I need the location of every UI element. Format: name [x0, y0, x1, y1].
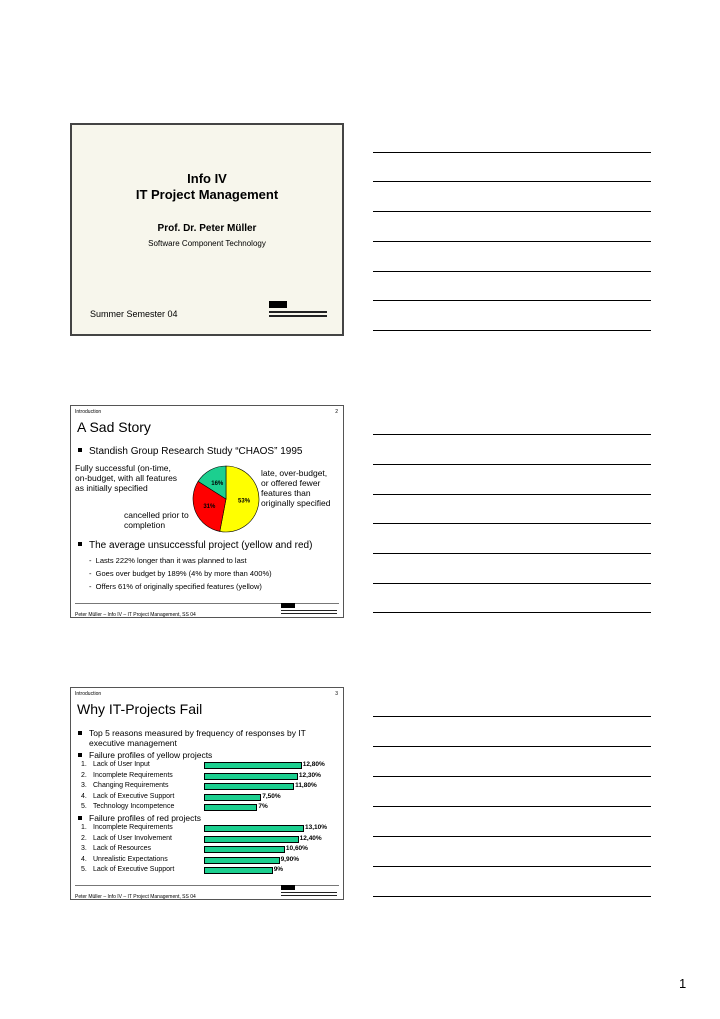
bullet	[78, 813, 201, 823]
bar-label: Changing Requirements	[93, 782, 169, 789]
notes-line	[373, 583, 651, 584]
bar-rank: 4.	[81, 855, 87, 863]
bar-value-label: 9,90%	[280, 855, 299, 863]
bar-rank: 3.	[81, 845, 87, 852]
bar-row	[71, 824, 345, 834]
bar-value-label: 13,10%	[305, 824, 328, 831]
bullet-text: The average unsuccessful project (yellow and red)	[89, 540, 313, 551]
bar-rank: 1.	[81, 761, 87, 768]
bar-row	[71, 782, 345, 792]
bar-value-label: 7%	[258, 803, 268, 810]
semester: Summer Semester 04	[90, 309, 178, 319]
notes-line	[373, 523, 651, 524]
bar	[204, 762, 302, 769]
sub-item: - Goes over budget by 189% (4% by more than 400%)	[89, 569, 272, 578]
bar	[204, 867, 273, 874]
pie-left-line: on-budget, with all features	[75, 473, 178, 483]
bar-rank: 5.	[81, 866, 87, 873]
bar	[204, 804, 257, 811]
bar-value-label: 12,30%	[298, 771, 321, 779]
bar-row	[71, 866, 345, 876]
slide-title-line-1: Info IV	[187, 171, 227, 186]
notes-line	[373, 434, 651, 435]
notes-line	[373, 896, 651, 897]
pie-right-line: or offered fewer	[261, 478, 321, 488]
notes-line	[373, 746, 651, 747]
bar-label: Lack of Executive Support	[93, 866, 175, 873]
notes-line	[373, 866, 651, 867]
section-label: Introduction	[75, 691, 102, 697]
bar-rank: 2.	[81, 771, 87, 779]
bar	[204, 857, 280, 864]
pie-bottom-line: cancelled prior to	[124, 510, 189, 520]
bar-rank: 3.	[81, 782, 87, 789]
bullet	[78, 540, 312, 551]
notes-line	[373, 553, 651, 554]
notes-line	[373, 300, 651, 301]
bar	[204, 783, 294, 790]
author: Prof. Dr. Peter Müller	[157, 223, 257, 234]
slide-number: 2	[335, 409, 338, 415]
slide-title-line-2: IT Project Management	[135, 187, 279, 202]
bar-row	[71, 761, 345, 771]
bar-row	[71, 793, 345, 803]
notes-line	[373, 716, 651, 717]
pie-bottom-text	[124, 510, 189, 530]
pie-right-line: originally specified	[261, 498, 331, 508]
bar-label: Technology Incompetence	[93, 803, 175, 810]
bullet-text: Standish Group Research Study “CHAOS” 1995	[89, 446, 303, 457]
sub-item: - Offers 61% of originally specified features (yellow)	[89, 582, 262, 591]
bar	[204, 825, 304, 832]
bar-rank: 1.	[81, 824, 87, 831]
pie-chart	[191, 464, 261, 534]
section-label: Introduction	[75, 409, 102, 415]
sub-item: - Lasts 222% longer than it was planned to last	[89, 556, 247, 565]
slide-footer: Peter Müller – Info IV – IT Project Management, SS 04	[75, 894, 196, 900]
bar-value-label: 10,60%	[285, 845, 308, 852]
notes-line	[373, 330, 651, 331]
footer-divider	[75, 885, 339, 886]
bar-row	[71, 835, 345, 845]
pie-right-line: features than	[261, 488, 311, 498]
bar-label: Incomplete Requirements	[93, 771, 173, 779]
title-slide	[70, 123, 344, 336]
notes-line	[373, 181, 651, 182]
notes-line	[373, 612, 651, 613]
bar-label: Lack of User Input	[93, 761, 150, 768]
slide-3	[70, 687, 344, 900]
bar-rank: 2.	[81, 834, 87, 842]
notes-line	[373, 464, 651, 465]
group-name: Software Component Technology	[148, 239, 266, 248]
bar-row	[71, 845, 345, 855]
pie-right-line: late, over-budget,	[261, 468, 328, 478]
bar-value-label: 12,80%	[302, 761, 325, 768]
notes-line	[373, 776, 651, 777]
bar-label: Unrealistic Expectations	[93, 855, 168, 863]
bar-value-label: 12,40%	[299, 834, 322, 842]
bar-rank: 4.	[81, 792, 87, 800]
pie-left-line: as initially specified	[75, 483, 148, 493]
bar-value-label: 9%	[273, 866, 284, 873]
notes-line	[373, 806, 651, 807]
pie-left-line: Fully successful (on-time,	[75, 463, 171, 473]
bar-value-label: 11,80%	[295, 782, 317, 789]
notes-line	[373, 494, 651, 495]
notes-line	[373, 241, 651, 242]
bar-label: Lack of User Involvement	[93, 834, 172, 842]
slide-footer: Peter Müller – Info IV – IT Project Management, SS 04	[75, 612, 196, 618]
pie-right-text	[261, 468, 330, 508]
footer-divider	[75, 603, 339, 604]
pie-slice-label: 53%	[238, 498, 251, 505]
bar-label: Lack of Executive Support	[93, 792, 175, 800]
bullet	[78, 446, 302, 457]
bar-label: Lack of Resources	[93, 845, 151, 852]
slide-2	[70, 405, 344, 618]
pie-slice-label: 31%	[203, 504, 216, 511]
pie-bottom-line: completion	[124, 520, 166, 530]
bar-value-label: 7,50%	[262, 792, 281, 800]
bar	[204, 794, 261, 801]
pie-left-text	[75, 463, 177, 493]
notes-line	[373, 271, 651, 272]
bar	[204, 846, 285, 853]
bar-row	[71, 772, 345, 782]
bar	[204, 773, 298, 780]
notes-line	[373, 211, 651, 212]
bar	[204, 836, 299, 843]
slide-title: Why IT-Projects Fail	[77, 701, 203, 717]
page-number: 1	[679, 976, 687, 991]
bar-label: Incomplete Requirements	[93, 824, 173, 831]
slide-number: 3	[335, 691, 338, 697]
notes-line	[373, 836, 651, 837]
bullet-text: Failure profiles of yellow projects	[89, 750, 213, 760]
notes-line	[373, 152, 651, 153]
pie-slice-label: 16%	[211, 481, 224, 488]
bar-row	[71, 803, 345, 813]
bullet	[78, 750, 212, 760]
bar-rank: 5.	[81, 803, 87, 810]
bar-row	[71, 856, 345, 866]
bullet-text: Failure profiles of red projects	[89, 813, 201, 823]
bullet: Top 5 reasons measured by frequency of responses by IT executive management	[78, 728, 306, 748]
slide-title: A Sad Story	[77, 419, 151, 435]
